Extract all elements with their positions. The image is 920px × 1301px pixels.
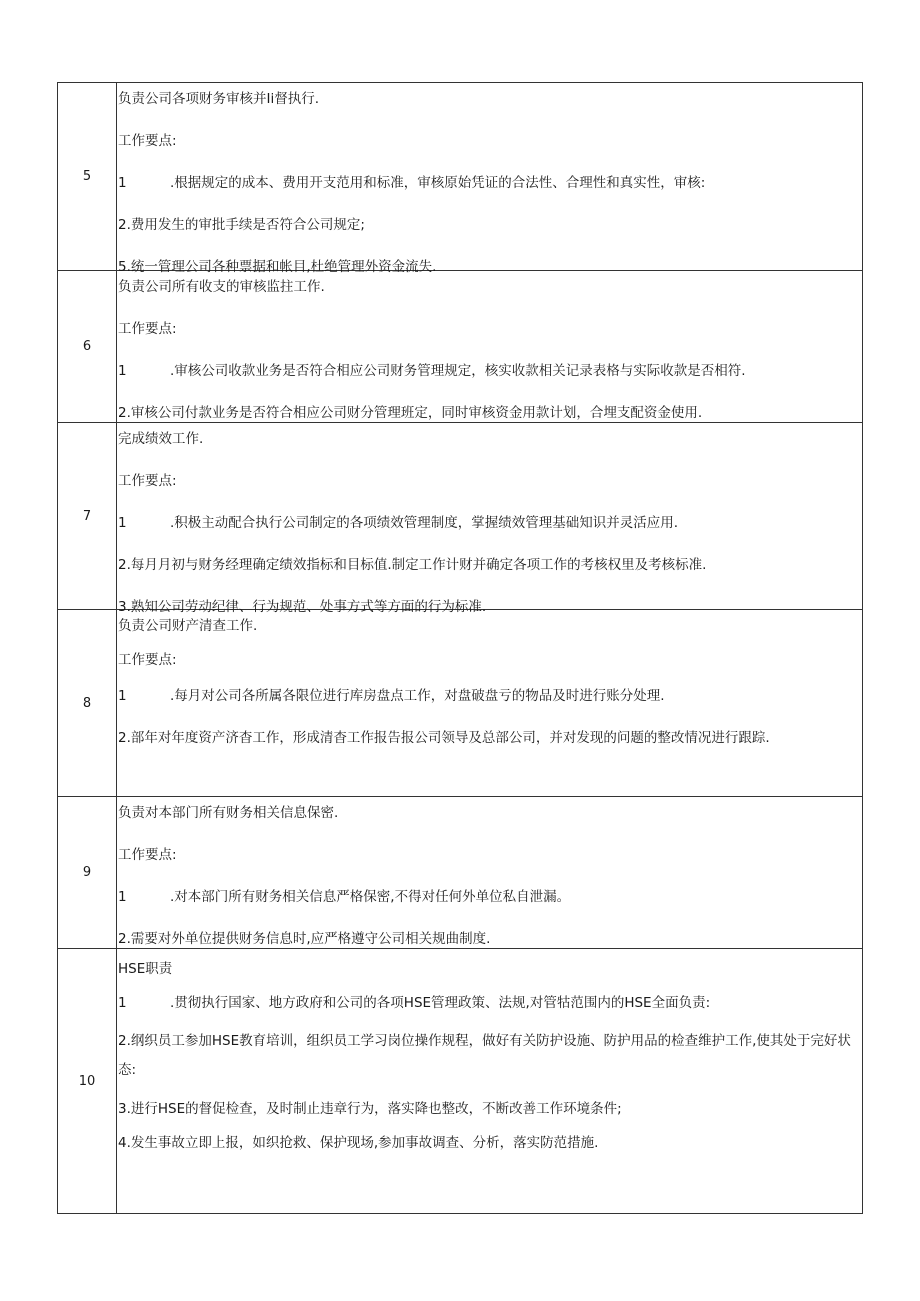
row-content	[117, 797, 863, 949]
row-number: 8	[58, 610, 117, 797]
duty-title: 负责公司各项财务审核并Ii督执行.	[118, 91, 320, 107]
row-number: 5	[58, 83, 117, 271]
list-item: 1 .积极主动配合执行公司制定的各项绩效管理制度，掌握绩效管理基础知识并灵活应用.	[118, 515, 679, 531]
key-points-label: 工作要点:	[118, 321, 177, 337]
row-content	[117, 949, 863, 1214]
key-points-label: 工作要点:	[118, 473, 177, 489]
list-item: 1 .贯彻执行国家、地方政府和公司的各项HSE管理政策、法规,对管牯范围内的HSE全面负责:	[118, 995, 711, 1011]
duty-title: 负责公司所有收支的审核监拄工作.	[118, 279, 325, 295]
item-number: 1	[118, 688, 127, 704]
row-number: 6	[58, 271, 117, 423]
item-number: 1	[118, 515, 127, 531]
table-row	[58, 949, 863, 1214]
key-points-label: 工作要点:	[118, 652, 177, 668]
item-number: 1	[118, 889, 127, 905]
item-number: 1	[118, 363, 127, 379]
row-content	[117, 423, 863, 615]
list-item: 1 .根据规定的成本、费用开支范用和标准，审核原始凭证的合法性、合理性和真实性，审核:	[118, 175, 706, 191]
list-item: 5.统一管理公司各种票据和帐目,杜绝管理外资金流失.	[118, 259, 437, 275]
list-item: 1 .审核公司收款业务是否符合相应公司财务管理规定，核实收款相关记录表格与实际收款是否相符.	[118, 363, 746, 379]
row-content	[117, 610, 863, 797]
duty-table	[57, 82, 863, 1214]
table-row	[58, 423, 863, 610]
list-item: 1 .每月对公司各所属各限位进行库房盘点工作，对盘破盘亏的物品及时进行账分处理.	[118, 688, 665, 704]
list-item: 4.发生事故立即上报，如织抢救、保护现场,参加事故调查、分析，落实防范措施.	[118, 1135, 599, 1151]
list-item: 2.部年对年度资产济杳工作，形成清杳工作报告报公司领导及总部公司，并对发现的问题的整改情况进行跟踪.	[118, 730, 770, 746]
duty-title: 负责对本部门所有财务相关信息保密.	[118, 805, 339, 821]
list-item: 2.审核公司付款业务是否符合相应公司财分管理班定，同时审核资金用款计划，合埋支配资金使用.	[118, 405, 703, 421]
table-row	[58, 610, 863, 797]
row-content	[117, 271, 863, 423]
key-points-label: 工作要点:	[118, 847, 177, 863]
row-number: 7	[58, 423, 117, 610]
table-row	[58, 83, 863, 271]
row-content	[117, 83, 863, 275]
row-number: 9	[58, 797, 117, 949]
duty-title: 负责公司财产清查工作.	[118, 618, 258, 634]
item-number: 1	[118, 995, 127, 1011]
table-row	[58, 797, 863, 949]
key-points-label: 工作要点:	[118, 133, 177, 149]
row-number: 10	[58, 949, 117, 1214]
duty-title: 完成绩效工作.	[118, 431, 204, 447]
list-item: 2.纲织员工参加HSE教育培训，组织员工学习岗位操作规程，做好有关防护设施、防护用品的检查维护工作,使其处于完好状态:	[118, 1033, 851, 1078]
table-row	[58, 271, 863, 423]
list-item: 3.进行HSE的督促检查，及时制止违章行为，落实降也整改，不断改善工作环境条件;	[118, 1101, 622, 1117]
list-item: 2.每月月初与财务经理确定绩效指标和目标值.制定工作计财并确定各项工作的考核权里及考核标准.	[118, 557, 707, 573]
list-item: 2.费用发生的审批手续是否符合公司规定;	[118, 217, 365, 233]
item-number: 1	[118, 175, 127, 191]
list-item: 3.熟知公司劳动纪律、行为规范、处事方式等方面的行为标准.	[118, 599, 487, 615]
duty-title: HSE职责	[118, 961, 173, 977]
list-item: 2.需要对外单位提供财务信息时,应严格遵守公司相关规曲制度.	[118, 931, 491, 947]
list-item: 1 .对本部门所有财务相关信息严格保密,不得对任何外单位私自泄漏。	[118, 889, 571, 905]
